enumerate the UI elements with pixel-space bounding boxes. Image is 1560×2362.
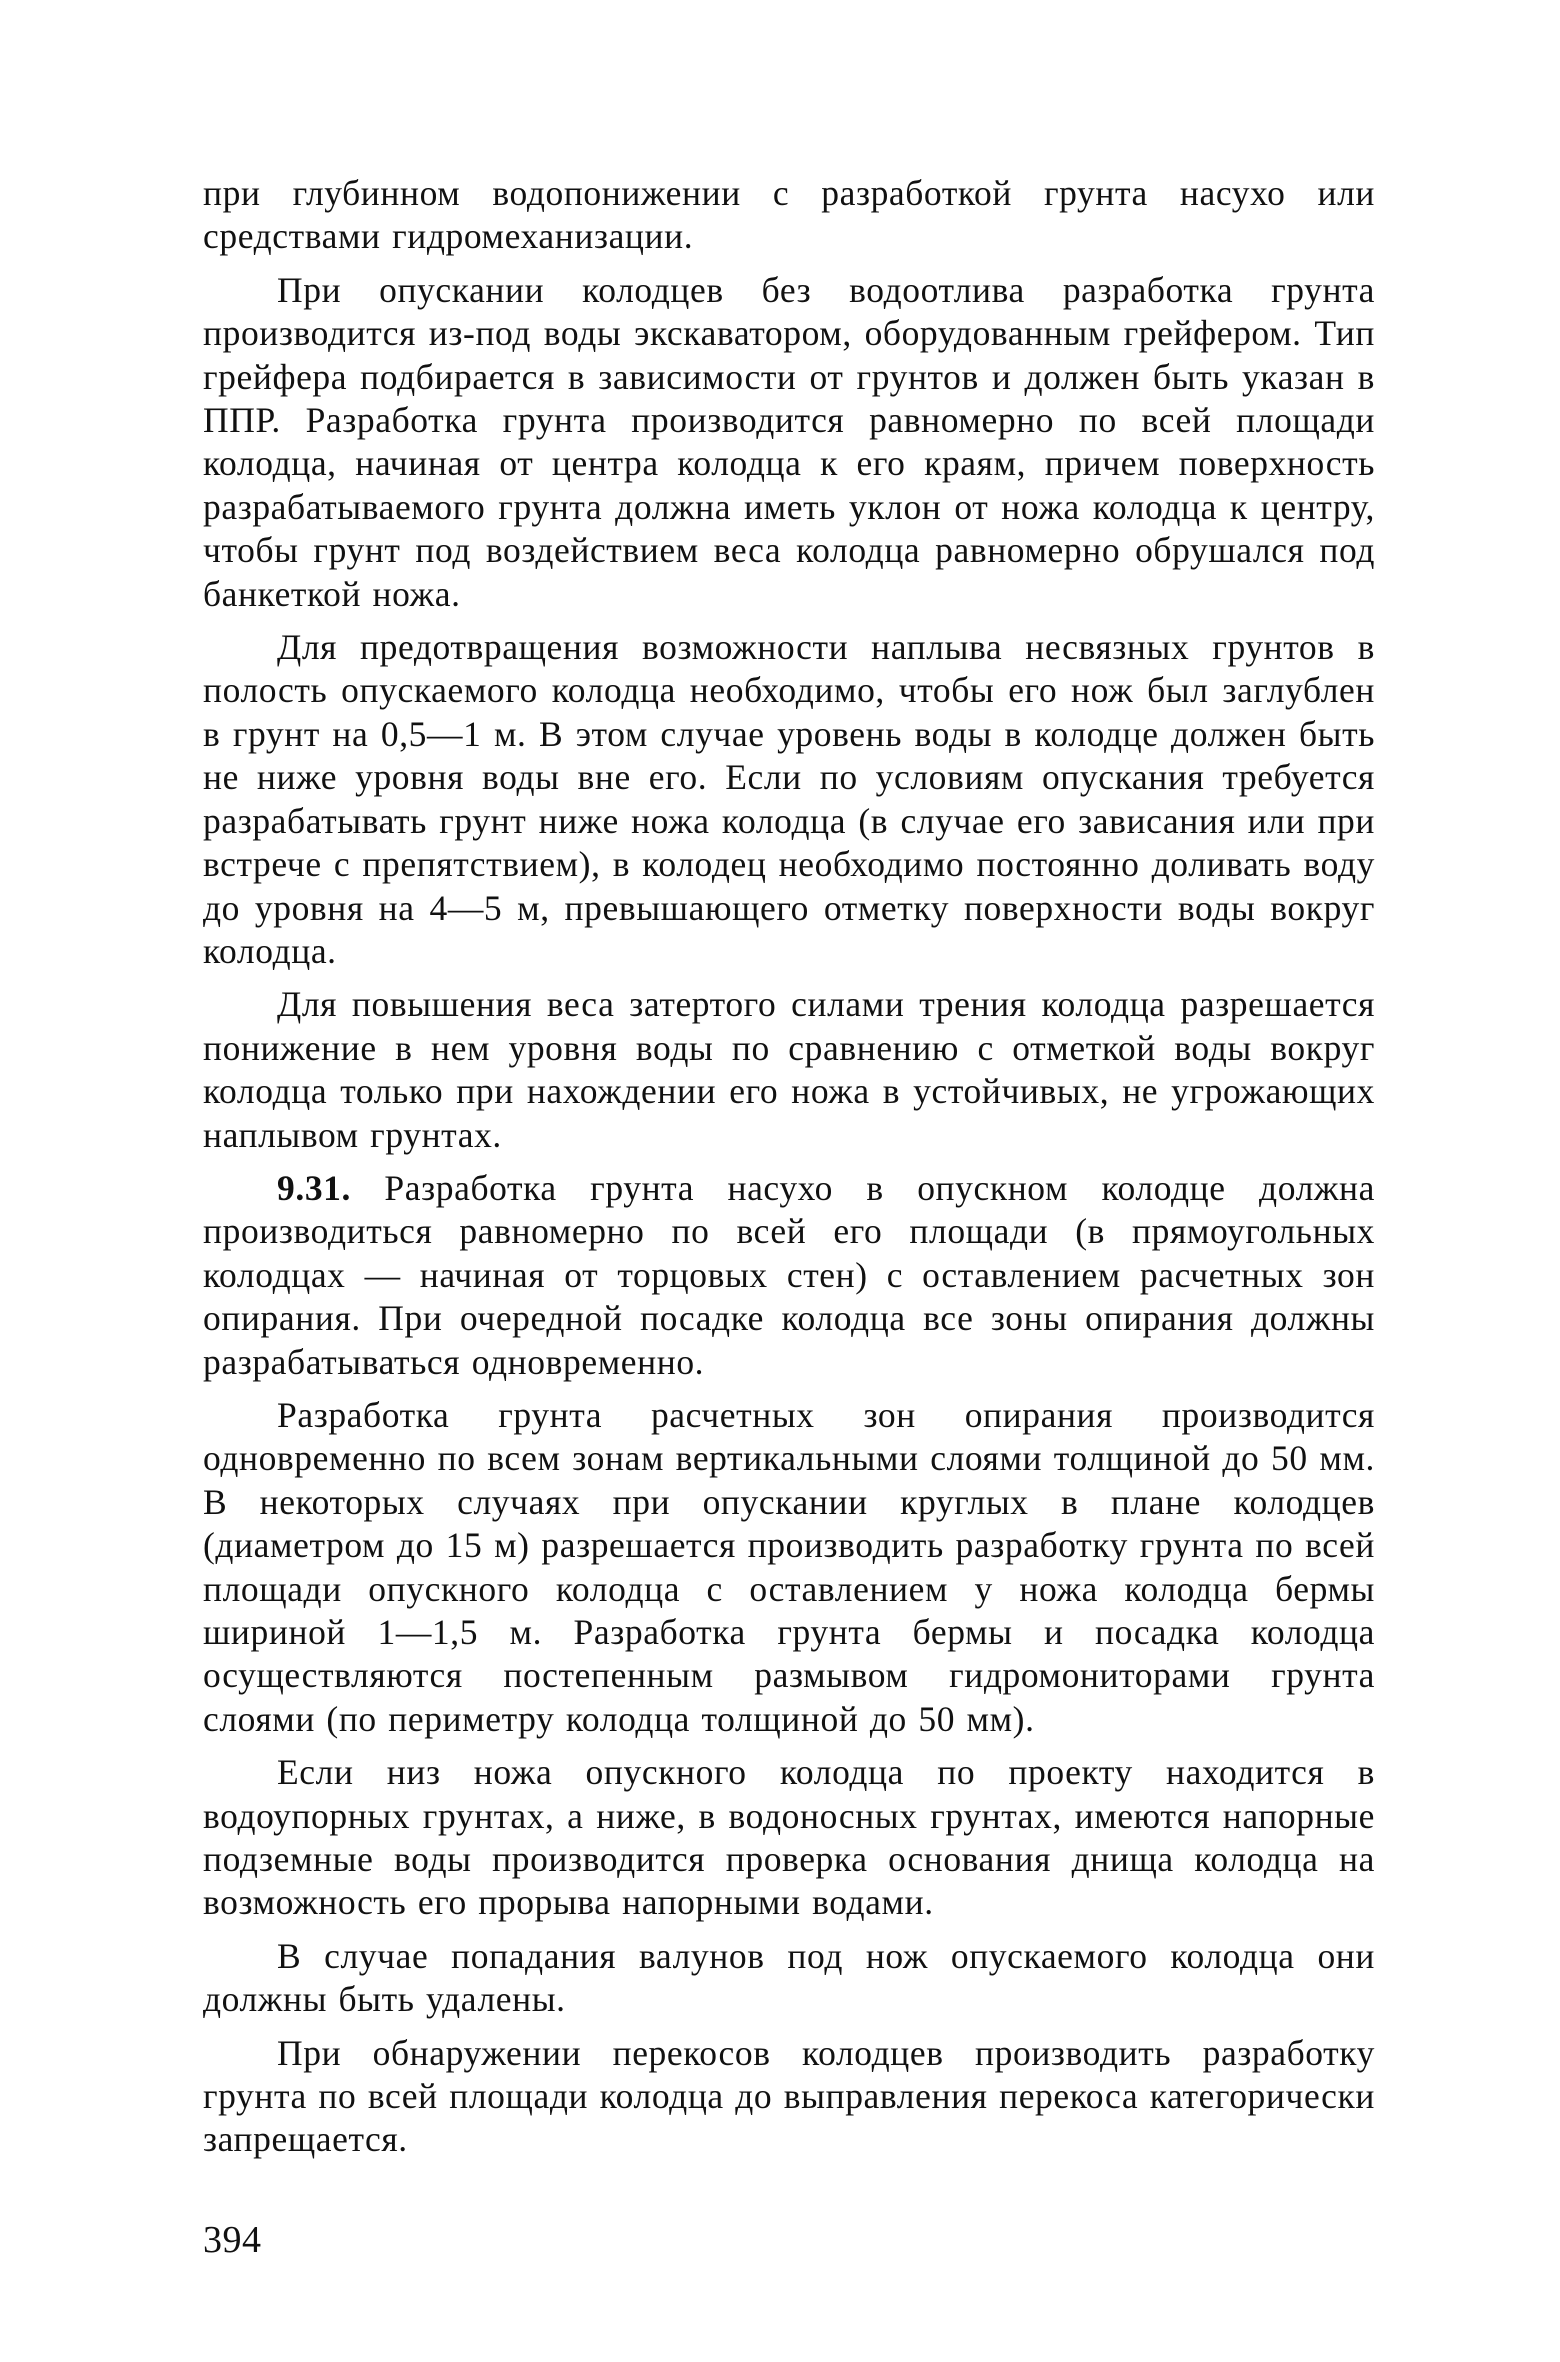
section-number: 9.31. [277, 1167, 351, 1208]
paragraph-prevent-inflow: Для предотвращения возможности наплыва несвязных грунтов в полость опускаемого колодца необходимо, чтобы его нож был заглублен в грунт на 0,5—1 м. В этом случае уровень воды в колодце должен быть не ниже уровня воды вне его. Если по условиям опускания требуется разрабатывать грунт ниже ножа колодца (в случае его зависания или при встрече с препятствием), в колодец необходимо постоянно доливать воду до уровня на 4—5 м, превышающего отметку поверхности воды вокруг колодца. [203, 627, 1375, 971]
page-number: 394 [203, 2219, 262, 2261]
paragraph-lower-water: Для повышения веса затертого силами трения колодца разрешается понижение в нем уровня воды по сравнению с отметкой воды вокруг колодца только при нахождении его ножа в устойчивых, не угрожающих наплывом грунтах. [203, 984, 1375, 1155]
paragraph-support-zones: Разработка грунта расчетных зон опирания производится одновременно по всем зонам вертикальными слоями толщиной до 50 мм. В некоторых случаях при опускании круглых в плане колодцев (диаметром до 15 м) разрешается производить разработку грунта по всей площади опускного колодца с оставлением у ножа колодца бермы шириной 1—1,5 м. Разработка грунта бермы и посадка колодца осуществляются постепенным размывом гидромониторами грунта слоями (по периметру колодца толщиной до 50 мм). [203, 1394, 1375, 1739]
paragraph-section-9-31 [203, 1167, 1375, 1384]
paragraph-continuation: при глубинном водопонижении с разработкой грунта насухо или средствами гидромеханизации. [203, 173, 1375, 257]
section-text: Разработка грунта насухо в опускном колодце должна производиться равномерно по всей его площади (в прямоугольных колодцах — начиная от торцовых стен) с оставлением расчетных зон опирания. При очередной посадке колодца все зоны опирания должны разрабатываться одновременно. [203, 1167, 1375, 1382]
paragraph-pressure-water: Если низ ножа опускного колодца по проекту находится в водоупорных грунтах, а ниже, в водоносных грунтах, имеются напорные подземные воды производится проверка основания днища колодца на возможность его прорыва напорными водами. [203, 1752, 1375, 1923]
paragraph-skew: При обнаружении перекосов колодцев производить разработку грунта по всей площади колодца до выправления перекоса категорически запрещается. [203, 2032, 1375, 2160]
paragraph-boulders: В случае попадания валунов под нож опускаемого колодца они должны быть удалены. [203, 1935, 1375, 2020]
page-text [203, 172, 1375, 2172]
paragraph-caisson-underwater: При опускании колодцев без водоотлива разработка грунта производится из-под воды экскаватором, оборудованным грейфером. Тип грейфера подбирается в зависимости от грунтов и должен быть указан в ППР. Разработка грунта производится равномерно по всей площади колодца, начиная от центра колодца к его краям, причем поверхность разрабатываемого грунта должна иметь уклон от ножа колодца к центру, чтобы грунт под воздействием веса колодца равномерно обрушался под банкеткой ножа. [203, 269, 1375, 614]
